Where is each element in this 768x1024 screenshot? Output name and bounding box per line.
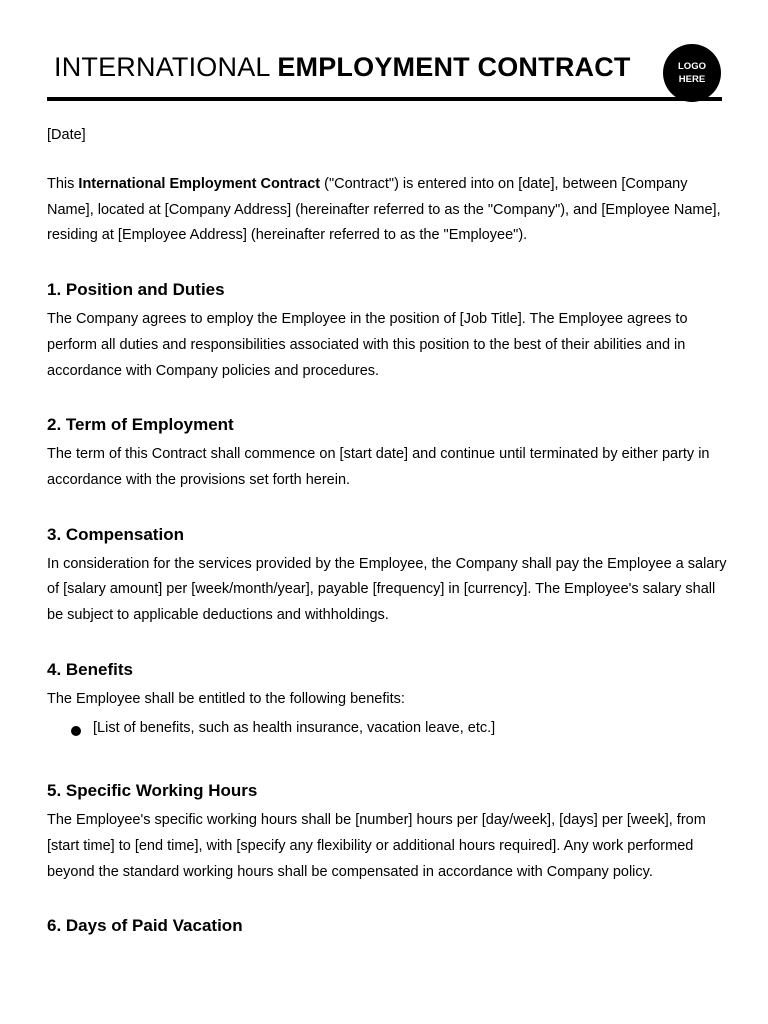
logo-text-line-1: LOGO bbox=[678, 61, 706, 72]
section-body: The Employee shall be entitled to the following benefits: bbox=[47, 690, 405, 707]
section-working-hours bbox=[47, 778, 727, 885]
section-term-of-employment bbox=[47, 412, 727, 493]
bullet-icon bbox=[71, 726, 81, 736]
title-light-part: INTERNATIONAL bbox=[54, 52, 270, 82]
intro-rest: ("Contract") is entered into on [date], between [Company Name], located at [Company Address] (hereinafter referred to as the "Company"), and [Employee Name], residing at [Employee Address] (hereinafter referred to as the "Employee"). bbox=[47, 176, 721, 244]
list-item-text: [List of benefits, such as health insurance, vacation leave, etc.] bbox=[93, 720, 496, 737]
section-heading: 3. Compensation bbox=[47, 524, 184, 544]
intro-paragraph bbox=[47, 172, 727, 249]
benefits-list bbox=[47, 716, 727, 742]
section-body: The Employee's specific working hours shall be [number] hours per [day/week], [days] per [week], from [start time] to [end time], with [specify any flexibility or additional hours required]. Any work performed beyond the standard working hours shall be compensated in accordance with Company policy. bbox=[47, 812, 706, 880]
document-title bbox=[54, 52, 631, 83]
section-compensation bbox=[47, 522, 727, 629]
section-heading: 1. Position and Duties bbox=[47, 280, 225, 300]
section-heading: 5. Specific Working Hours bbox=[47, 781, 258, 801]
section-heading: 6. Days of Paid Vacation bbox=[47, 916, 243, 936]
section-position-duties bbox=[47, 277, 727, 384]
title-bold-part: EMPLOYMENT CONTRACT bbox=[277, 52, 631, 82]
date-placeholder: [Date] bbox=[47, 127, 86, 143]
logo-text-line-2: HERE bbox=[678, 74, 706, 85]
section-benefits bbox=[47, 657, 727, 742]
section-body: The Company agrees to employ the Employee in the position of [Job Title]. The Employee agrees to perform all duties and responsibilities associated with this position to the best of their abilities and in accordance with Company policies and procedures. bbox=[47, 311, 688, 379]
section-heading: 4. Benefits bbox=[47, 659, 133, 679]
section-paid-vacation bbox=[47, 913, 727, 939]
intro-lead: This bbox=[47, 176, 79, 192]
document-header bbox=[47, 40, 722, 100]
logo-placeholder bbox=[663, 44, 721, 102]
section-body: The term of this Contract shall commence on [start date] and continue until terminated by either party in accordance with the provisions set forth herein. bbox=[47, 446, 710, 488]
section-body: In consideration for the services provided by the Employee, the Company shall pay the Employee a salary of [salary amount] per [week/month/year], payable [frequency] in [currency]. The Employee's salary shall be subject to applicable deductions and withholdings. bbox=[47, 555, 727, 624]
intro-bold-title: International Employment Contract bbox=[78, 176, 321, 192]
header-divider bbox=[47, 97, 722, 101]
list-item bbox=[47, 716, 727, 742]
document-body bbox=[47, 124, 727, 943]
section-heading: 2. Term of Employment bbox=[47, 415, 234, 435]
